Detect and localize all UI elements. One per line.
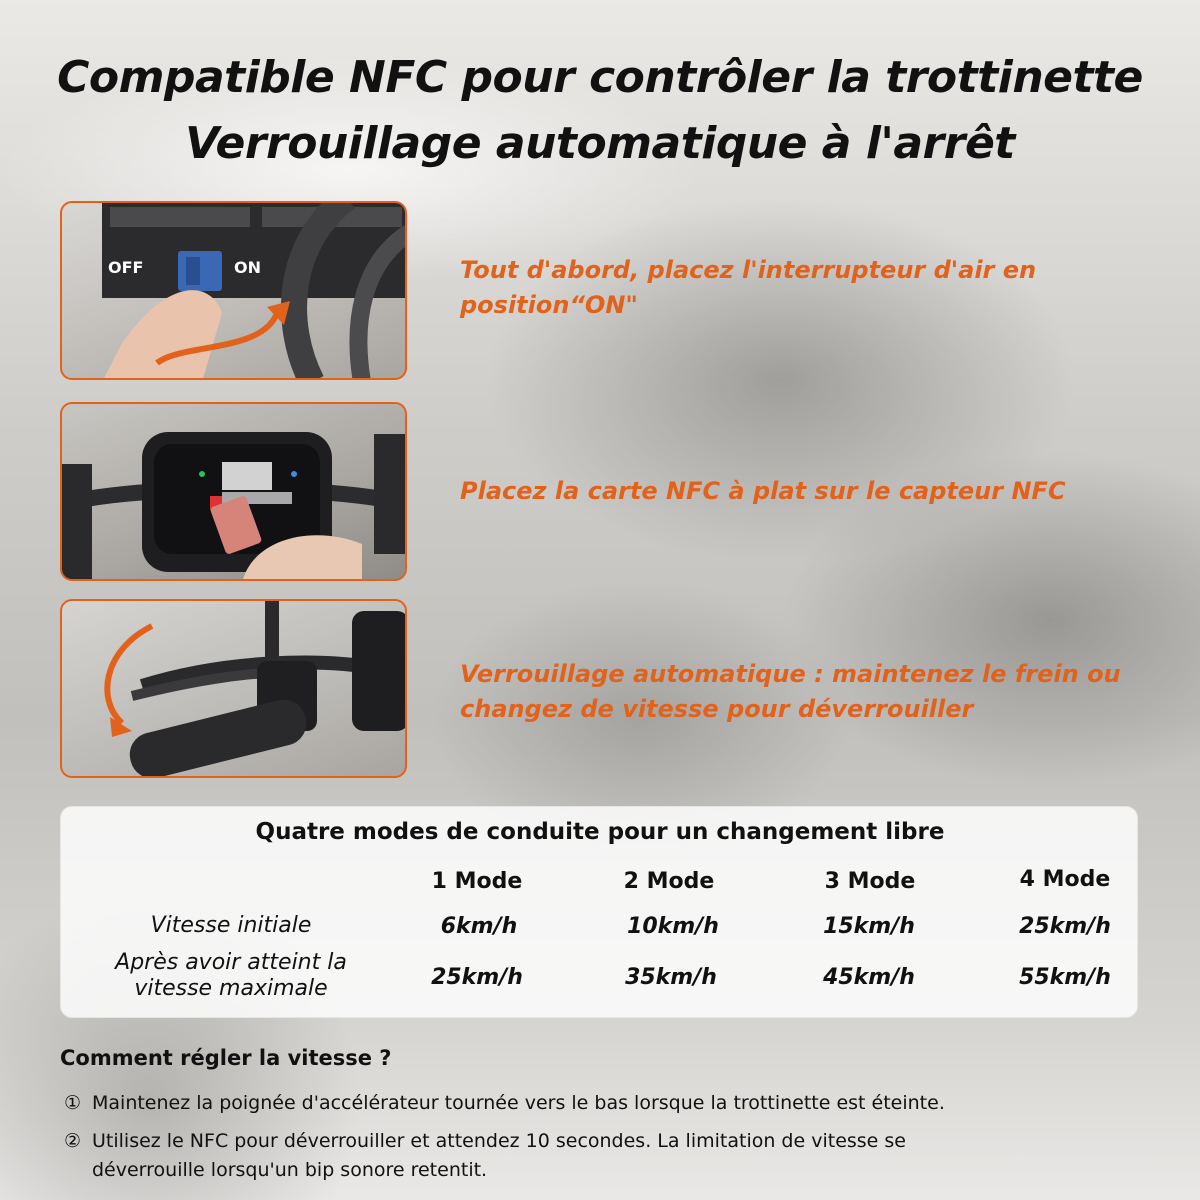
initial-speed-3: 15km/h (823, 914, 915, 939)
initial-speed-4: 25km/h (1019, 914, 1111, 939)
on-label: ON (234, 258, 261, 277)
howto-title: Comment régler la vitesse ? (60, 1046, 392, 1070)
howto-num-1: ① (64, 1092, 82, 1114)
driving-modes-table (60, 806, 1138, 1018)
photo-air-switch (60, 201, 407, 380)
mode-header-2: 2 Mode (623, 869, 715, 894)
mode-header-1: 1 Mode (431, 869, 523, 894)
photo-nfc-display (60, 402, 407, 581)
max-speed-3: 45km/h (823, 965, 915, 990)
howto-text-1: Maintenez la poignée d'accélérateur tournée vers le bas lorsque la trottinette est éteinte. (92, 1092, 945, 1114)
max-speed-4: 55km/h (1019, 965, 1111, 990)
mode-header-3: 3 Mode (824, 869, 916, 894)
howto-num-2: ② (64, 1130, 82, 1152)
headline-line-2: Verrouillage automatique à l'arrêt (185, 118, 1015, 169)
row-label-max-speed-line1: Après avoir atteint la (115, 950, 347, 975)
howto-text-2-line1: Utilisez le NFC pour déverrouiller et attendez 10 secondes. La limitation de vitesse se (92, 1130, 906, 1152)
row-label-initial-speed: Vitesse initiale (150, 913, 312, 938)
initial-speed-2: 10km/h (627, 914, 719, 939)
off-label: OFF (108, 258, 144, 277)
mode-header-4: 4 Mode (1019, 867, 1111, 892)
photo-brake-lever (60, 599, 407, 778)
howto-text-2-line2: déverrouille lorsqu'un bip sonore retentit. (92, 1159, 488, 1181)
max-speed-1: 25km/h (431, 965, 523, 990)
max-speed-2: 35km/h (625, 965, 717, 990)
row-label-max-speed (71, 950, 391, 1002)
headline-line-1: Compatible NFC pour contrôler la trottinette (57, 52, 1143, 103)
step-3-text: Verrouillage automatique : maintenez le frein ou changez de vitesse pour déverrouiller (460, 660, 1121, 723)
howto-item-1 (64, 1089, 1174, 1118)
row-label-max-speed-line2: vitesse maximale (134, 976, 328, 1001)
step-1-text: Tout d'abord, placez l'interrupteur d'air en position“ON" (460, 256, 1037, 319)
modes-title: Quatre modes de conduite pour un changement libre (255, 819, 945, 845)
curved-arrow-icon (107, 626, 152, 723)
step-2-text: Placez la carte NFC à plat sur le capteur NFC (460, 477, 1066, 505)
initial-speed-1: 6km/h (440, 914, 518, 939)
howto-item-2 (64, 1127, 1174, 1185)
